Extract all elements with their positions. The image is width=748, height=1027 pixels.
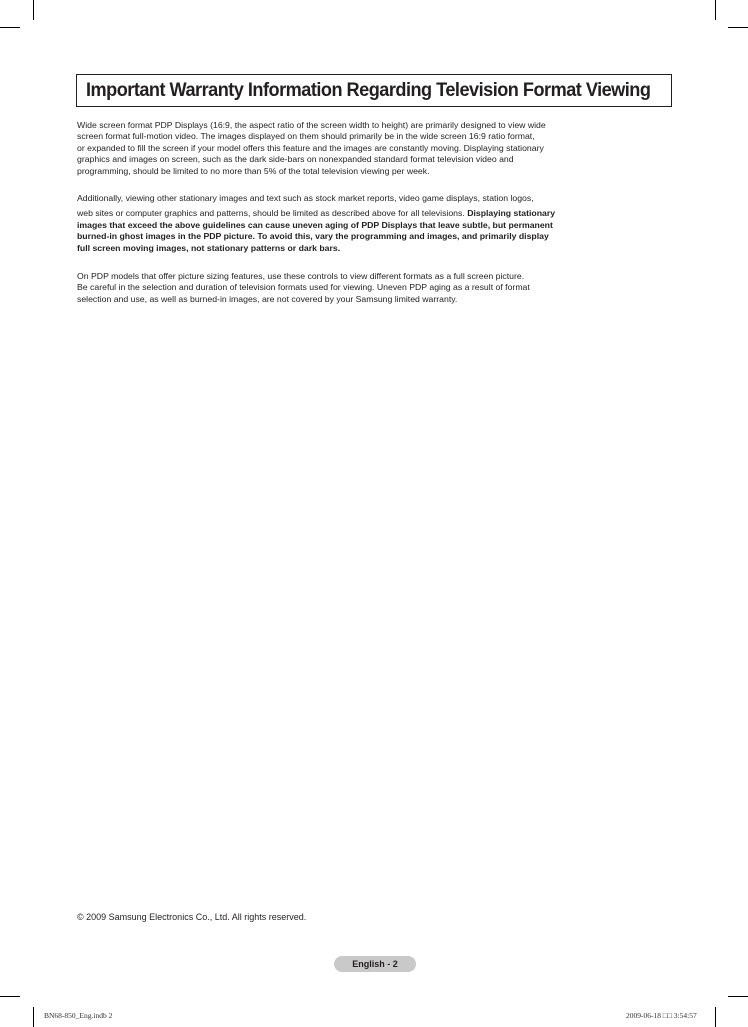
copyright-notice: © 2009 Samsung Electronics Co., Ltd. All rights reserved.: [77, 912, 307, 922]
text-line: Additionally, viewing other stationary images and text such as stock market reports, video game displays, station logos,: [77, 193, 534, 203]
crop-mark: [728, 27, 748, 28]
title-box: [76, 74, 672, 107]
crop-mark: [715, 0, 716, 20]
paragraph-widescreen: [77, 120, 617, 177]
text-line: selection and use, as well as burned-in images, are not covered by your Samsung limited warranty.: [77, 293, 458, 304]
warning-text: full screen moving images, not stationary patterns or dark bars.: [77, 243, 341, 253]
text-line: Be careful in the selection and duration of television formats used for viewing. Uneven PDP aging as a result of format: [77, 282, 530, 293]
text-line-mixed: [77, 208, 617, 219]
text-line: On PDP models that offer picture sizing features, use these controls to view different formats as a full screen picture.: [77, 271, 525, 281]
text-line: Wide screen format PDP Displays (16:9, the aspect ratio of the screen width to height) are primarily designed to view wide: [77, 120, 546, 130]
crop-mark: [0, 27, 20, 28]
text-line: graphics and images on screen, such as the dark side-bars on nonexpanded standard format television video and: [77, 154, 514, 165]
crop-mark: [728, 996, 748, 997]
page-number-badge: English - 2: [334, 956, 416, 972]
paragraph-stationary-images: [77, 193, 617, 255]
warning-text: burned-in ghost images in the PDP picture. To avoid this, vary the programming and images, and primarily display: [77, 231, 549, 242]
print-timestamp: 2009-06-18 □□ 3:54:57: [626, 1011, 697, 1020]
crop-mark: [715, 1007, 716, 1027]
crop-mark: [33, 1007, 34, 1027]
warning-text: Displaying stationary: [467, 208, 556, 219]
text-line: programming, should be limited to no more than 5% of the total television viewing per week.: [77, 165, 430, 176]
text-line: screen format full-motion video. The images displayed on them should primarily be in the wide screen 16:9 ratio format,: [77, 131, 535, 142]
page-title: Important Warranty Information Regarding Television Format Viewing: [86, 79, 651, 101]
file-info: BN68-850_Eng.indb 2: [44, 1011, 113, 1020]
crop-mark: [33, 0, 34, 20]
paragraph-picture-sizing: [77, 271, 617, 305]
text-line: or expanded to fill the screen if your model offers this feature and the images are constantly moving. Displaying stationary: [77, 142, 544, 153]
text-span: web sites or computer graphics and patterns, should be limited as described above for all televisions.: [77, 208, 468, 219]
warning-text: images that exceed the above guidelines can cause uneven aging of PDP Displays that leave subtle, but permanent: [77, 219, 553, 230]
crop-mark: [0, 996, 20, 997]
